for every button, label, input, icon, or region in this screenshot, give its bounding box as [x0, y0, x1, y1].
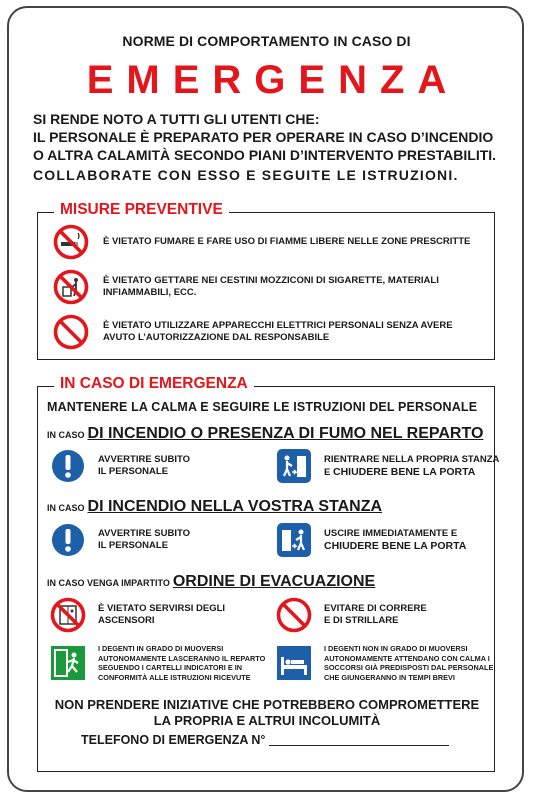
case-prefix: IN CASO VENGA IMPARTITO — [47, 578, 170, 588]
emergency-phone — [81, 733, 449, 747]
intro-text — [33, 110, 503, 164]
case-heading — [47, 498, 382, 516]
no-littering-icon — [53, 269, 89, 305]
page-title: EMERGENZA — [86, 58, 460, 102]
instruction-line: USCIRE IMMEDIATAMENTE E — [324, 528, 458, 539]
intro-line-3: O ALTRA CALAMITÀ SECONDO PIANI D’INTERVENTO PRESTABILITI. — [33, 147, 497, 163]
prohibition-icon — [53, 314, 89, 350]
instruction-line: E CHIUDERE BENE LA PORTA — [324, 465, 476, 478]
no-smoking-icon — [53, 224, 89, 260]
enter-room-icon — [276, 448, 312, 484]
case-heading — [47, 573, 375, 591]
emergency-lead: MANTENERE LA CALMA E SEGUIRE LE ISTRUZIONI DEL PERSONALE — [47, 400, 478, 414]
instruction-item — [276, 522, 466, 558]
instruction-line: IL PERSONALE — [98, 466, 169, 477]
exit-room-icon — [276, 522, 312, 558]
instruction-line: SEGUENDO I CARTELLI INDICATORI E IN — [98, 663, 243, 672]
footer-line: LA PROPRIA E ALTRUI INCOLUMITÀ — [153, 713, 381, 728]
preventive-section — [37, 201, 495, 360]
instruction-line: I DEGENTI IN GRADO DI MUOVERSI — [98, 644, 224, 653]
case-title: DI INCENDIO NELLA VOSTRA STANZA — [87, 498, 383, 515]
intro-line-4: COLLABORATE CON ESSO E SEGUITE LE ISTRUZIONI. — [33, 167, 459, 183]
case-title: ORDINE DI EVACUAZIONE — [172, 573, 376, 590]
instruction-item — [50, 522, 190, 558]
emergency-section — [37, 375, 500, 772]
instruction-line: E DI STRILLARE — [324, 615, 399, 626]
bed-patient-icon — [276, 645, 312, 681]
mandatory-exclamation-icon — [50, 522, 86, 558]
preventive-item — [53, 269, 478, 305]
no-elevator-icon — [50, 597, 86, 633]
instruction-item — [276, 644, 493, 682]
instruction-item — [50, 597, 225, 633]
footer-warning — [38, 697, 496, 729]
mandatory-exclamation-icon — [50, 448, 86, 484]
instruction-line: I DEGENTI NON IN GRADO DI MUOVERSI — [324, 644, 468, 653]
prohibition-icon — [276, 597, 312, 633]
instruction-item — [50, 448, 190, 484]
emergency-title: IN CASO DI EMERGENZA — [54, 375, 254, 393]
instruction-line: RIENTRARE NELLA PROPRIA STANZA — [324, 453, 500, 465]
phone-blank-line — [269, 745, 449, 746]
case-prefix: IN CASO — [47, 503, 85, 513]
instruction-item — [276, 448, 499, 484]
preventive-item — [53, 314, 478, 350]
phone-label: TELEFONO DI EMERGENZA N° — [81, 733, 266, 747]
instruction-item — [50, 644, 265, 682]
subtitle: NORME DI COMPORTAMENTO IN CASO DI — [122, 33, 411, 49]
instruction-line: EVITARE DI CORRERE — [324, 603, 427, 614]
instruction-line: AVVERTIRE SUBITO — [98, 528, 191, 539]
intro-line-2: IL PERSONALE È PREPARATO PER OPERARE IN CASO D’INCENDIO — [33, 129, 494, 145]
instruction-line: AVVERTIRE SUBITO — [98, 454, 191, 465]
instruction-emphasis: CHIUDERE BENE LA PORTA — [332, 465, 476, 478]
instruction-line: CHE GIUNGERANNO IN TEMPI BREVI — [324, 672, 455, 682]
instruction-line: AUTONOMAMENTE ATTENDANO CON CALMA I — [324, 653, 490, 663]
preventive-title: MISURE PREVENTIVE — [54, 201, 229, 219]
preventive-item — [53, 224, 478, 260]
preventive-item-text: È VIETATO UTILIZZARE APPARECCHI ELETTRICI PERSONALI SENZA AVERE AVUTO L’AUTORIZZAZIONE DAL RESPONSABILE — [103, 320, 453, 343]
instruction-line: AUTONOMAMENTE LASCERANNO IL REPARTO — [98, 653, 266, 663]
instruction-emphasis: CHIUDERE BENE LA PORTA — [324, 540, 467, 552]
footer-line: NON PRENDERE INIZIATIVE CHE POTREBBERO COMPROMETTERE — [54, 697, 480, 712]
instruction-line: CONFORMITÀ ALLE ISTRUZIONI RICEVUTE — [98, 672, 251, 682]
case-heading — [47, 425, 483, 443]
instruction-line: SOCCORSI GIÀ PREDISPOSTI DAL PERSONALE — [324, 663, 494, 672]
intro-line-1: SI RENDE NOTO A TUTTI GLI UTENTI CHE: — [33, 111, 320, 127]
case-prefix: IN CASO — [47, 430, 85, 440]
case-title: DI INCENDIO O PRESENZA DI FUMO NEL REPARTO — [87, 425, 484, 442]
instruction-line: IL PERSONALE — [98, 540, 169, 551]
preventive-item-text: È VIETATO FUMARE E FARE USO DI FIAMME LIBERE NELLE ZONE PRESCRITTE — [103, 236, 471, 247]
preventive-item-text: È VIETATO GETTARE NEI CESTINI MOZZICONI DI SIGARETTE, MATERIALI INFIAMMABILI, ECC. — [103, 275, 439, 298]
instruction-line: È VIETATO SERVIRSI DEGLI — [98, 603, 226, 614]
instruction-line: ASCENSORI — [98, 615, 155, 626]
instruction-item — [276, 597, 427, 633]
emergency-exit-icon — [50, 645, 86, 681]
